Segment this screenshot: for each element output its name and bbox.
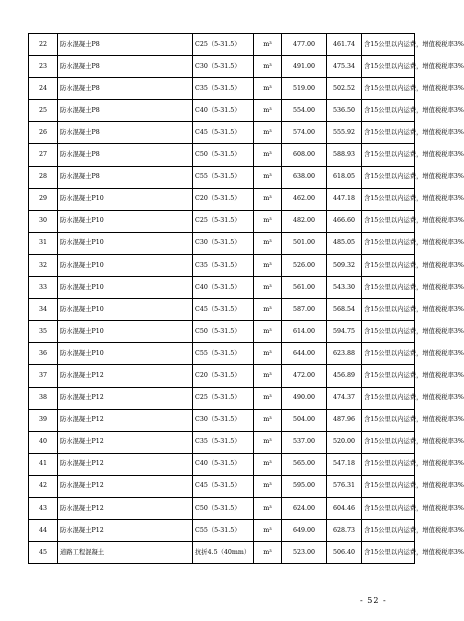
remark-cell: 含15公里以内运费，增值税税率3% xyxy=(362,520,415,542)
material-spec-cell: C40（5-31.5） xyxy=(193,453,254,475)
price-tax-included-cell: 608.00 xyxy=(282,144,327,166)
price-tax-included-cell: 526.00 xyxy=(282,254,327,276)
price-tax-included-cell: 491.00 xyxy=(282,56,327,78)
unit-cell: m³ xyxy=(254,343,282,365)
row-number-cell: 22 xyxy=(29,34,58,56)
material-name-cell: 防水混凝土P10 xyxy=(58,254,193,276)
price-tax-included-cell: 523.00 xyxy=(282,542,327,564)
remark-cell: 含15公里以内运费，增值税税率3% xyxy=(362,475,415,497)
material-spec-cell: C45（5-31.5） xyxy=(193,299,254,321)
material-spec-cell: C40（5-31.5） xyxy=(193,100,254,122)
price-tax-included-cell: 614.00 xyxy=(282,321,327,343)
price-tax-excluded-cell: 456.89 xyxy=(327,365,362,387)
row-number-cell: 42 xyxy=(29,475,58,497)
material-name-cell: 防水混凝土P10 xyxy=(58,321,193,343)
price-tax-included-cell: 462.00 xyxy=(282,188,327,210)
material-spec-cell: C30（5-31.5） xyxy=(193,409,254,431)
remark-cell: 含15公里以内运费，增值税税率3% xyxy=(362,343,415,365)
table-row xyxy=(29,210,415,232)
unit-cell: m³ xyxy=(254,100,282,122)
price-tax-excluded-cell: 466.60 xyxy=(327,210,362,232)
remark-cell: 含15公里以内运费，增值税税率3% xyxy=(362,387,415,409)
unit-cell: m³ xyxy=(254,299,282,321)
material-name-cell: 道路工程混凝土 xyxy=(58,542,193,564)
price-table xyxy=(28,33,464,564)
material-name-cell: 防水混凝土P10 xyxy=(58,210,193,232)
table-row xyxy=(29,497,415,519)
material-spec-cell: C25（5-31.5） xyxy=(193,387,254,409)
price-tax-included-cell: 554.00 xyxy=(282,100,327,122)
unit-cell: m³ xyxy=(254,542,282,564)
price-tax-excluded-cell: 547.18 xyxy=(327,453,362,475)
material-name-cell: 防水混凝土P10 xyxy=(58,188,193,210)
unit-cell: m³ xyxy=(254,144,282,166)
material-name-cell: 防水混凝土P8 xyxy=(58,144,193,166)
row-number-cell: 44 xyxy=(29,520,58,542)
price-tax-included-cell: 644.00 xyxy=(282,343,327,365)
unit-cell: m³ xyxy=(254,122,282,144)
table-row xyxy=(29,365,415,387)
material-name-cell: 防水混凝土P10 xyxy=(58,277,193,299)
price-tax-excluded-cell: 520.00 xyxy=(327,431,362,453)
row-number-cell: 25 xyxy=(29,100,58,122)
table-row xyxy=(29,166,415,188)
row-number-cell: 43 xyxy=(29,497,58,519)
unit-cell: m³ xyxy=(254,232,282,254)
remark-cell: 含15公里以内运费，增值税税率3% xyxy=(362,144,415,166)
unit-cell: m³ xyxy=(254,387,282,409)
remark-cell: 含15公里以内运费，增值税税率3% xyxy=(362,56,415,78)
price-tax-excluded-cell: 576.31 xyxy=(327,475,362,497)
remark-cell: 含15公里以内运费，增值税税率3% xyxy=(362,254,415,276)
unit-cell: m³ xyxy=(254,431,282,453)
unit-cell: m³ xyxy=(254,475,282,497)
price-tax-excluded-cell: 509.32 xyxy=(327,254,362,276)
row-number-cell: 23 xyxy=(29,56,58,78)
table-row xyxy=(29,56,415,78)
material-name-cell: 防水混凝土P8 xyxy=(58,34,193,56)
material-name-cell: 防水混凝土P12 xyxy=(58,497,193,519)
unit-cell: m³ xyxy=(254,188,282,210)
remark-cell: 含15公里以内运费，增值税税率3% xyxy=(362,188,415,210)
price-tax-included-cell: 519.00 xyxy=(282,78,327,100)
table-row xyxy=(29,188,415,210)
table-row xyxy=(29,431,415,453)
remark-cell: 含15公里以内运费，增值税税率3% xyxy=(362,409,415,431)
price-tax-excluded-cell: 475.34 xyxy=(327,56,362,78)
price-tax-excluded-cell: 536.50 xyxy=(327,100,362,122)
table-row xyxy=(29,475,415,497)
price-tax-included-cell: 638.00 xyxy=(282,166,327,188)
price-tax-excluded-cell: 502.52 xyxy=(327,78,362,100)
remark-cell: 含15公里以内运费，增值税税率3% xyxy=(362,277,415,299)
material-spec-cell: C40（5-31.5） xyxy=(193,277,254,299)
price-tax-included-cell: 482.00 xyxy=(282,210,327,232)
price-tax-included-cell: 595.00 xyxy=(282,475,327,497)
price-tax-excluded-cell: 628.73 xyxy=(327,520,362,542)
material-name-cell: 防水混凝土P12 xyxy=(58,365,193,387)
material-spec-cell: C50（5-31.5） xyxy=(193,144,254,166)
row-number-cell: 38 xyxy=(29,387,58,409)
material-spec-cell: 抗折4.5（40mm） xyxy=(193,542,254,564)
unit-cell: m³ xyxy=(254,34,282,56)
remark-cell: 含15公里以内运费，增值税税率3% xyxy=(362,431,415,453)
unit-cell: m³ xyxy=(254,365,282,387)
remark-cell: 含15公里以内运费，增值税税率3% xyxy=(362,210,415,232)
material-spec-cell: C55（5-31.5） xyxy=(193,520,254,542)
remark-cell: 含15公里以内运费，增值税税率3% xyxy=(362,34,415,56)
material-spec-cell: C55（5-31.5） xyxy=(193,343,254,365)
row-number-cell: 39 xyxy=(29,409,58,431)
remark-cell: 含15公里以内运费，增值税税率3% xyxy=(362,299,415,321)
table-row xyxy=(29,78,415,100)
table-row xyxy=(29,299,415,321)
material-name-cell: 防水混凝土P12 xyxy=(58,431,193,453)
material-spec-cell: C45（5-31.5） xyxy=(193,122,254,144)
remark-cell: 含15公里以内运费，增值税税率3% xyxy=(362,542,415,564)
price-tax-excluded-cell: 555.92 xyxy=(327,122,362,144)
row-number-cell: 32 xyxy=(29,254,58,276)
row-number-cell: 28 xyxy=(29,166,58,188)
material-spec-cell: C50（5-31.5） xyxy=(193,321,254,343)
material-name-cell: 防水混凝土P8 xyxy=(58,56,193,78)
table-row xyxy=(29,409,415,431)
price-tax-excluded-cell: 568.54 xyxy=(327,299,362,321)
page-number: - 52 - xyxy=(360,596,387,605)
material-name-cell: 防水混凝土P12 xyxy=(58,409,193,431)
table-row xyxy=(29,343,415,365)
table-row xyxy=(29,453,415,475)
unit-cell: m³ xyxy=(254,166,282,188)
price-tax-included-cell: 649.00 xyxy=(282,520,327,542)
material-name-cell: 防水混凝土P10 xyxy=(58,232,193,254)
row-number-cell: 40 xyxy=(29,431,58,453)
table-row xyxy=(29,122,415,144)
remark-cell: 含15公里以内运费，增值税税率3% xyxy=(362,122,415,144)
row-number-cell: 26 xyxy=(29,122,58,144)
row-number-cell: 35 xyxy=(29,321,58,343)
material-spec-cell: C30（5-31.5） xyxy=(193,232,254,254)
material-name-cell: 防水混凝土P10 xyxy=(58,299,193,321)
material-name-cell: 防水混凝土P8 xyxy=(58,78,193,100)
material-spec-cell: C55（5-31.5） xyxy=(193,166,254,188)
material-spec-cell: C35（5-31.5） xyxy=(193,431,254,453)
material-spec-cell: C30（5-31.5） xyxy=(193,56,254,78)
material-spec-cell: C20（5-31.5） xyxy=(193,365,254,387)
price-tax-included-cell: 574.00 xyxy=(282,122,327,144)
price-table-body xyxy=(29,34,464,564)
material-name-cell: 防水混凝土P12 xyxy=(58,520,193,542)
price-tax-included-cell: 472.00 xyxy=(282,365,327,387)
price-tax-excluded-cell: 447.18 xyxy=(327,188,362,210)
unit-cell: m³ xyxy=(254,409,282,431)
material-name-cell: 防水混凝土P12 xyxy=(58,475,193,497)
row-number-cell: 27 xyxy=(29,144,58,166)
material-name-cell: 防水混凝土P10 xyxy=(58,343,193,365)
unit-cell: m³ xyxy=(254,78,282,100)
unit-cell: m³ xyxy=(254,321,282,343)
row-number-cell: 31 xyxy=(29,232,58,254)
table-row xyxy=(29,277,415,299)
material-spec-cell: C35（5-31.5） xyxy=(193,254,254,276)
price-tax-included-cell: 624.00 xyxy=(282,497,327,519)
price-tax-excluded-cell: 461.74 xyxy=(327,34,362,56)
material-name-cell: 防水混凝土P12 xyxy=(58,453,193,475)
price-tax-excluded-cell: 604.46 xyxy=(327,497,362,519)
material-name-cell: 防水混凝土P8 xyxy=(58,122,193,144)
table-row xyxy=(29,387,415,409)
price-tax-excluded-cell: 474.37 xyxy=(327,387,362,409)
price-tax-excluded-cell: 543.30 xyxy=(327,277,362,299)
price-tax-included-cell: 565.00 xyxy=(282,453,327,475)
material-spec-cell: C50（5-31.5） xyxy=(193,497,254,519)
row-number-cell: 45 xyxy=(29,542,58,564)
row-number-cell: 37 xyxy=(29,365,58,387)
row-number-cell: 36 xyxy=(29,343,58,365)
unit-cell: m³ xyxy=(254,453,282,475)
row-number-cell: 33 xyxy=(29,277,58,299)
material-spec-cell: C25（5-31.5） xyxy=(193,210,254,232)
unit-cell: m³ xyxy=(254,277,282,299)
price-tax-included-cell: 587.00 xyxy=(282,299,327,321)
remark-cell: 含15公里以内运费，增值税税率3% xyxy=(362,453,415,475)
remark-cell: 含15公里以内运费，增值税税率3% xyxy=(362,321,415,343)
price-tax-included-cell: 504.00 xyxy=(282,409,327,431)
row-number-cell: 41 xyxy=(29,453,58,475)
unit-cell: m³ xyxy=(254,254,282,276)
unit-cell: m³ xyxy=(254,56,282,78)
table-row xyxy=(29,144,415,166)
table-row xyxy=(29,321,415,343)
price-tax-included-cell: 501.00 xyxy=(282,232,327,254)
price-tax-excluded-cell: 506.40 xyxy=(327,542,362,564)
price-tax-included-cell: 561.00 xyxy=(282,277,327,299)
row-number-cell: 34 xyxy=(29,299,58,321)
row-number-cell: 29 xyxy=(29,188,58,210)
price-tax-excluded-cell: 594.75 xyxy=(327,321,362,343)
price-tax-excluded-cell: 618.05 xyxy=(327,166,362,188)
price-tax-excluded-cell: 588.93 xyxy=(327,144,362,166)
material-name-cell: 防水混凝土P8 xyxy=(58,100,193,122)
material-spec-cell: C35（5-31.5） xyxy=(193,78,254,100)
price-tax-included-cell: 477.00 xyxy=(282,34,327,56)
table-row xyxy=(29,542,415,564)
price-tax-included-cell: 490.00 xyxy=(282,387,327,409)
material-name-cell: 防水混凝土P12 xyxy=(58,387,193,409)
table-row xyxy=(29,254,415,276)
material-name-cell: 防水混凝土P8 xyxy=(58,166,193,188)
price-tax-excluded-cell: 623.88 xyxy=(327,343,362,365)
remark-cell: 含15公里以内运费，增值税税率3% xyxy=(362,497,415,519)
row-number-cell: 30 xyxy=(29,210,58,232)
remark-cell: 含15公里以内运费，增值税税率3% xyxy=(362,166,415,188)
table-row xyxy=(29,34,415,56)
material-spec-cell: C20（5-31.5） xyxy=(193,188,254,210)
price-tax-included-cell: 537.00 xyxy=(282,431,327,453)
row-number-cell: 24 xyxy=(29,78,58,100)
material-spec-cell: C25（5-31.5） xyxy=(193,34,254,56)
remark-cell: 含15公里以内运费，增值税税率3% xyxy=(362,78,415,100)
price-tax-excluded-cell: 487.96 xyxy=(327,409,362,431)
remark-cell: 含15公里以内运费，增值税税率3% xyxy=(362,365,415,387)
table-row xyxy=(29,232,415,254)
remark-cell: 含15公里以内运费，增值税税率3% xyxy=(362,232,415,254)
unit-cell: m³ xyxy=(254,210,282,232)
table-row xyxy=(29,520,415,542)
unit-cell: m³ xyxy=(254,497,282,519)
unit-cell: m³ xyxy=(254,520,282,542)
material-spec-cell: C45（5-31.5） xyxy=(193,475,254,497)
price-tax-excluded-cell: 485.05 xyxy=(327,232,362,254)
table-row xyxy=(29,100,415,122)
remark-cell: 含15公里以内运费，增值税税率3% xyxy=(362,100,415,122)
